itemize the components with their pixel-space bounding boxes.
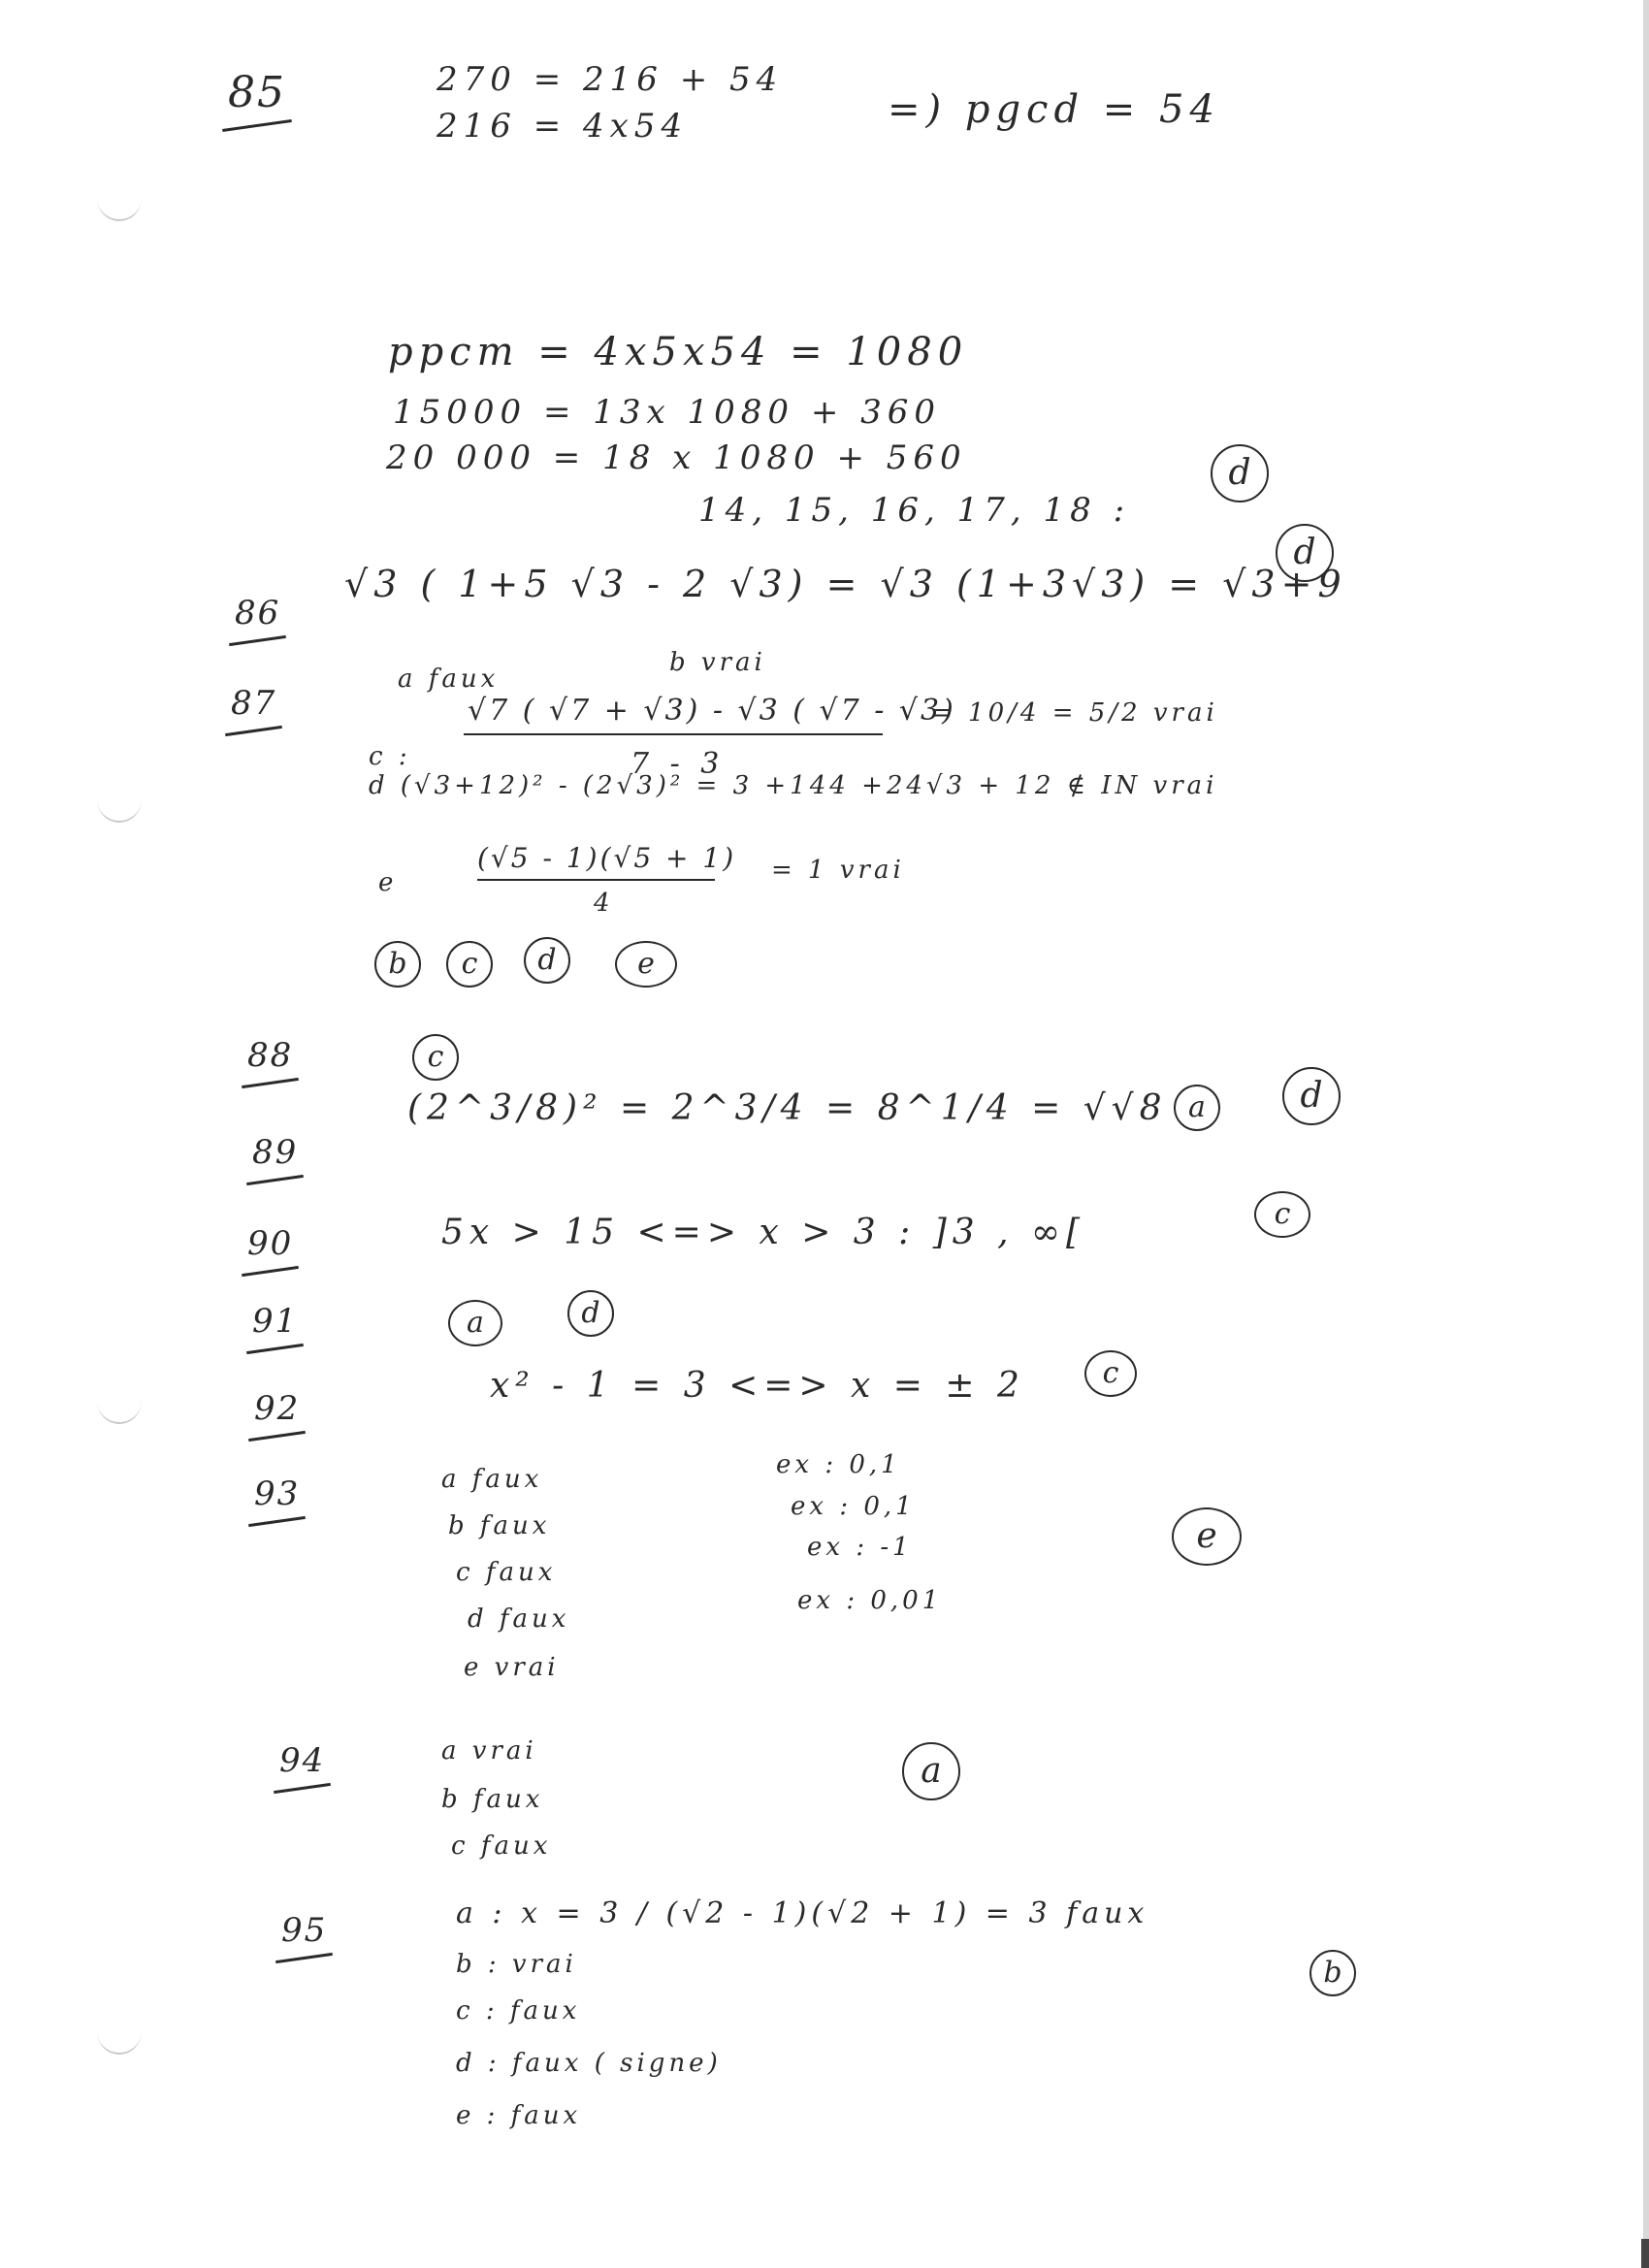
q95-b: b : vrai: [456, 1950, 577, 1979]
q92-answer-circle: c: [1084, 1350, 1137, 1397]
q91-answer-circle-d: d: [567, 1290, 614, 1337]
q85-line-15000: 15000 = 13x 1080 + 360: [393, 393, 942, 432]
q87-answer-circle-c: c: [446, 941, 493, 988]
q93-example-a: ex : 0,1: [776, 1450, 901, 1479]
q93-example-d: ex : 0,01: [797, 1586, 943, 1615]
q93-example-b: ex : 0,1: [791, 1492, 916, 1521]
q94-answer-circle: a: [902, 1742, 960, 1800]
question-number-87: 87: [231, 684, 277, 723]
question-number-85: 85: [228, 68, 286, 117]
q95-a: a : x = 3 / (√2 - 1)(√2 + 1) = 3 faux: [456, 1896, 1149, 1930]
punch-hole: [97, 175, 142, 221]
q85-line-20000: 20 000 = 18 x 1080 + 560: [386, 438, 967, 477]
question-number-92: 92: [254, 1389, 301, 1428]
q90-expression: 5x > 15 <=> x > 3 : ]3 , ∞[: [441, 1213, 1086, 1252]
q86-expression: √3 ( 1+5 √3 - 2 √3) = √3 (1+3√3) = √3+9: [344, 563, 1347, 605]
question-number-89: 89: [252, 1133, 299, 1172]
q87-b: b vrai: [669, 648, 766, 677]
q85-line-2: 216 = 4x54: [436, 107, 689, 146]
q93-a: a faux: [441, 1465, 543, 1494]
q91-answer-circle-a: a: [448, 1300, 502, 1346]
q87-e-result: = 1 vrai: [771, 856, 905, 885]
q93-example-c: ex : -1: [807, 1533, 913, 1562]
q87-e-fraction-bar: [477, 879, 715, 881]
q87-answer-circle-e: e: [615, 941, 677, 988]
q94-c: c faux: [451, 1831, 552, 1861]
q87-a: a faux: [398, 664, 500, 694]
q93-c: c faux: [456, 1558, 557, 1587]
page-corner-mark: [1641, 2239, 1649, 2268]
q87-e-label: e: [378, 868, 398, 897]
q89-answer-circle-d: d: [1282, 1067, 1341, 1125]
q87-answer-circle-d: d: [524, 937, 570, 984]
q89-answer-circle-a: a: [1174, 1085, 1220, 1131]
q85-line-1: 270 = 216 + 54: [436, 60, 784, 99]
question-number-94: 94: [279, 1741, 326, 1780]
q95-d: d : faux ( signe): [456, 2049, 722, 2078]
punch-hole: [97, 2008, 142, 2055]
q94-b: b faux: [441, 1785, 544, 1814]
punch-hole: [97, 776, 142, 823]
q90-answer-circle: c: [1254, 1191, 1310, 1238]
q85-ppcm: ppcm = 4x5x54 = 1080: [388, 330, 969, 374]
q87-e-denominator: 4: [594, 889, 614, 918]
q87-c-result: = 10/4 = 5/2 vrai: [931, 698, 1218, 728]
question-number-95: 95: [281, 1911, 328, 1950]
q87-answer-circle-b: b: [374, 941, 421, 988]
q85-range: 14, 15, 16, 17, 18 :: [698, 491, 1131, 530]
q94-a: a vrai: [441, 1736, 537, 1766]
question-number-86: 86: [235, 594, 281, 632]
q87-e-numerator: (√5 - 1)(√5 + 1): [477, 842, 737, 874]
q93-answer-circle: e: [1172, 1507, 1242, 1566]
q95-c: c : faux: [456, 1996, 581, 2025]
q93-d: d faux: [468, 1604, 570, 1634]
q87-c-denominator: 7 - 3: [630, 747, 726, 781]
q92-expression: x² - 1 = 3 <=> x = ± 2: [490, 1366, 1025, 1406]
q89-expression: (2^3/8)² = 2^3/4 = 8^1/4 = √√8: [407, 1088, 1168, 1128]
punch-hole: [97, 1377, 142, 1424]
q87-c-fraction-bar: [464, 733, 883, 735]
q93-b: b faux: [448, 1511, 551, 1540]
q86-answer-circle: d: [1276, 524, 1334, 582]
q87-c-numerator: √7 ( √7 + √3) - √3 ( √7 - √3): [468, 694, 956, 728]
q95-e: e : faux: [456, 2101, 582, 2130]
q87-c-label: c :: [369, 742, 411, 771]
q87-d: d (√3+12)² - (2√3)² = 3 +144 +24√3 + 12 ∉ IN vrai: [369, 771, 1218, 800]
q95-answer-circle: b: [1310, 1950, 1356, 1996]
page-edge: [1643, 0, 1649, 2268]
question-number-88: 88: [247, 1036, 294, 1075]
question-number-90: 90: [247, 1224, 294, 1263]
q93-e: e vrai: [464, 1653, 560, 1682]
q85-pgcd: =) pgcd = 54: [888, 87, 1220, 132]
q88-answer-circle: c: [412, 1034, 459, 1081]
q85-answer-circle: d: [1211, 444, 1269, 502]
question-number-91: 91: [252, 1302, 299, 1341]
question-number-93: 93: [254, 1474, 301, 1513]
